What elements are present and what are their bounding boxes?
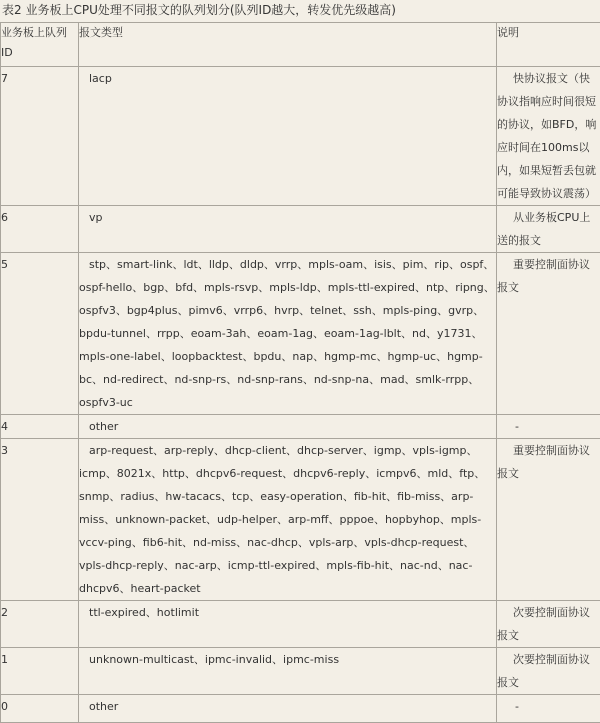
packet-type-cell bbox=[79, 415, 497, 439]
description-cell bbox=[497, 601, 600, 648]
packet-type-cell bbox=[79, 206, 497, 253]
packet-type-cell bbox=[79, 439, 497, 601]
packet-type-text: lacp bbox=[79, 67, 496, 90]
packet-type-cell bbox=[79, 695, 497, 723]
description-text: 重要控制面协议报文 bbox=[497, 253, 600, 299]
table-header-row bbox=[1, 23, 600, 67]
queue-id-cell: 1 bbox=[1, 648, 79, 695]
packet-type-cell bbox=[79, 67, 497, 206]
table-row bbox=[1, 695, 600, 723]
packet-type-text: vp bbox=[79, 206, 496, 229]
description-text: - bbox=[497, 415, 600, 438]
packet-type-cell bbox=[79, 601, 497, 648]
queue-id-cell: 7 bbox=[1, 67, 79, 206]
packet-type-text: other bbox=[79, 415, 496, 438]
description-text: 次要控制面协议报文 bbox=[497, 648, 600, 694]
queue-id-cell: 2 bbox=[1, 601, 79, 648]
packet-type-text: arp-request、arp-reply、dhcp-client、dhcp-server、igmp、vpls-igmp、icmp、8021x、http、dhcpv6-request、dhcpv6-reply、icmpv6、mld、ftp、snmp、radius、hw-tacacs、tcp、easy-operation、fib-hit、fib-miss、arp-miss、unknown-packet、udp-helper、arp-mff、pppoe、hopbyhop、mpls-vccv-ping、fib6-hit、nd-miss、nac-dhcp、vpls-arp、vpls-dhcp-request、vpls-dhcp-reply、nac-arp、icmp-ttl-expired、mpls-fib-hit、nac-nd、nac-dhcpv6、heart-packet bbox=[79, 439, 496, 600]
description-text: 快协议报文（快协议指响应时间很短的协议，如BFD，响应时间在100ms以内，如果短暂丢包就可能导致协议震荡） bbox=[497, 67, 600, 205]
description-cell bbox=[497, 439, 600, 601]
header-queue-id: 业务板上队列ID bbox=[1, 23, 79, 67]
packet-type-text: ttl-expired、hotlimit bbox=[79, 601, 496, 624]
packet-type-text: unknown-multicast、ipmc-invalid、ipmc-miss bbox=[79, 648, 496, 671]
queue-id-cell: 0 bbox=[1, 695, 79, 723]
description-text: - bbox=[497, 695, 600, 718]
queue-id-cell: 6 bbox=[1, 206, 79, 253]
packet-type-cell bbox=[79, 648, 497, 695]
table-row bbox=[1, 415, 600, 439]
table-row bbox=[1, 601, 600, 648]
packet-type-cell bbox=[79, 253, 497, 415]
header-description: 说明 bbox=[497, 23, 600, 67]
queue-id-cell: 5 bbox=[1, 253, 79, 415]
queue-table bbox=[0, 22, 600, 723]
queue-id-cell: 3 bbox=[1, 439, 79, 601]
table-row bbox=[1, 206, 600, 253]
table-row bbox=[1, 439, 600, 601]
description-cell bbox=[497, 695, 600, 723]
description-cell bbox=[497, 67, 600, 206]
queue-id-cell: 4 bbox=[1, 415, 79, 439]
description-text: 次要控制面协议报文 bbox=[497, 601, 600, 647]
packet-type-text: stp、smart-link、ldt、lldp、dldp、vrrp、mpls-oam、isis、pim、rip、ospf、ospf-hello、bgp、bfd、mpls-rsvp、mpls-ldp、mpls-ttl-expired、ntp、ripng、ospfv3、bgp4plus、pimv6、vrrp6、hvrp、telnet、ssh、mpls-ping、gvrp、bpdu-tunnel、rrpp、eoam-3ah、eoam-1ag、eoam-1ag-lblt、nd、y1731、mpls-one-label、loopbacktest、bpdu、nap、hgmp-mc、hgmp-uc、hgmp-bc、nd-redirect、nd-snp-rs、nd-snp-rans、nd-snp-na、mad、smlk-rrpp、ospfv3-uc bbox=[79, 253, 496, 414]
description-cell bbox=[497, 648, 600, 695]
table-caption: 表2 业务板上CPU处理不同报文的队列划分(队列ID越大，转发优先级越高) bbox=[0, 0, 600, 22]
table-row bbox=[1, 67, 600, 206]
packet-type-text: other bbox=[79, 695, 496, 718]
description-cell bbox=[497, 206, 600, 253]
header-packet-type: 报文类型 bbox=[79, 23, 497, 67]
description-text: 重要控制面协议报文 bbox=[497, 439, 600, 485]
description-cell bbox=[497, 415, 600, 439]
description-text: 从业务板CPU上送的报文 bbox=[497, 206, 600, 252]
table-row bbox=[1, 253, 600, 415]
description-cell bbox=[497, 253, 600, 415]
table-row bbox=[1, 648, 600, 695]
